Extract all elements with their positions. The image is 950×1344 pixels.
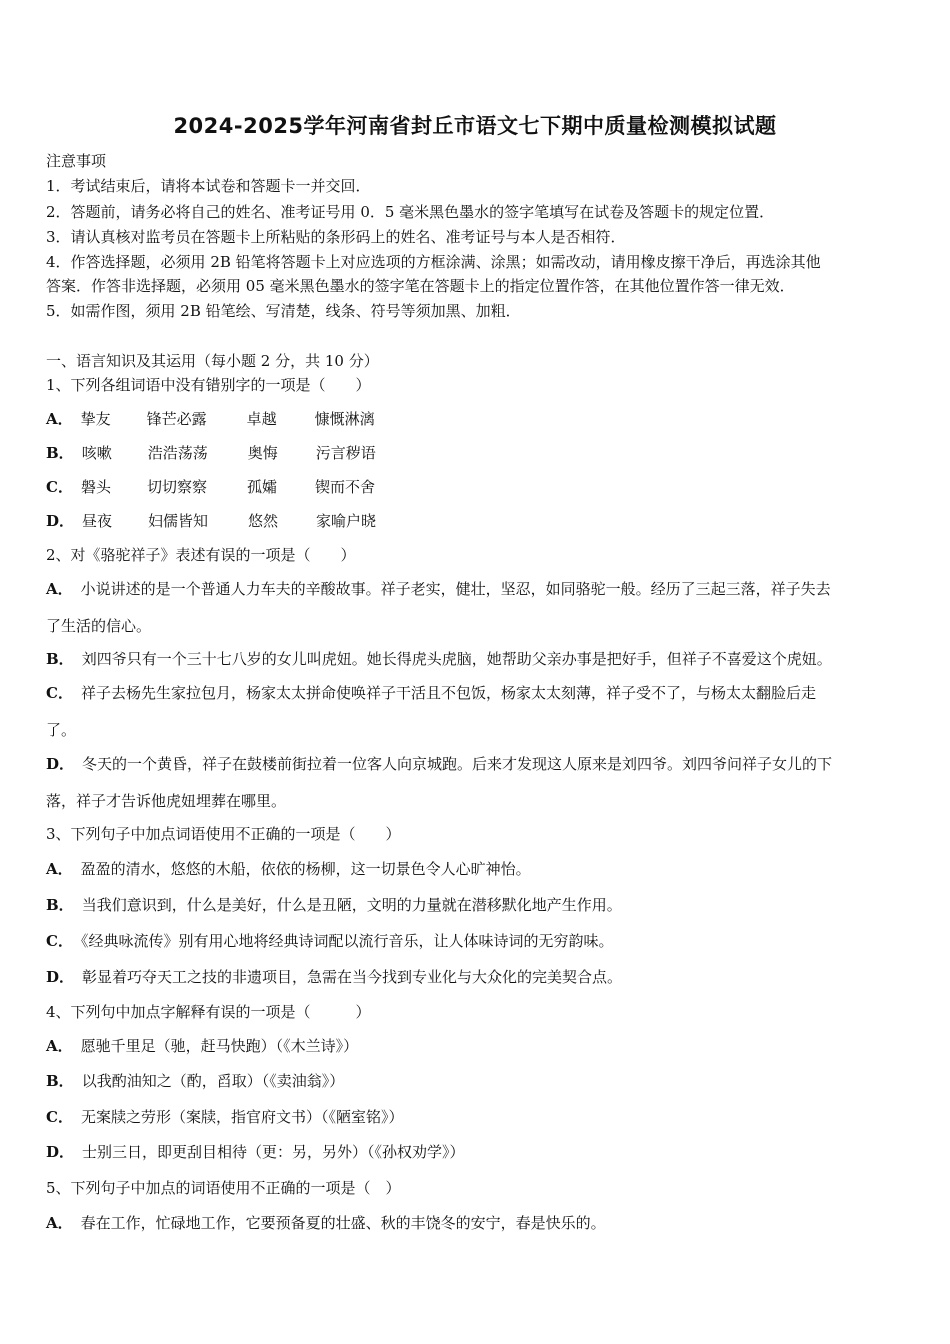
word: 污言秽语 [315,444,376,462]
q4-option-a [46,1036,910,1056]
option-key: B． [46,650,74,668]
notice-item: 1．考试结束后，请将本试卷和答题卡一并交回． [46,177,371,195]
option-text: 以我酌油知之（酌，舀取）（《卖油翁》） [81,1072,345,1090]
q3-option-a [46,859,910,879]
q2-option-d [46,754,910,774]
option-key: A． [46,860,73,878]
word: 悠然 [248,512,279,530]
word: 切切察察 [146,478,207,496]
option-text: 当我们意识到，什么是美好，什么是丑陋，文明的力量就在潜移默化地产生作用。 [81,896,622,914]
option-key: C． [46,478,73,496]
q2-option-c [46,683,910,703]
word: 浩浩荡荡 [147,444,208,462]
notice-item: 5．如需作图，须用 2B 铅笔绘、写清楚，线条、符号等须加黑、加粗． [46,302,521,320]
q4-option-d [46,1142,910,1162]
word: 孤孀 [246,478,277,496]
page-title: 2024-2025学年河南省封丘市语文七下期中质量检测模拟试题 [173,114,777,138]
option-text: 春在工作，忙碌地工作，它要预备夏的壮盛、秋的丰饶冬的安宁，春是快乐的。 [80,1214,606,1232]
q3-option-b [46,895,910,915]
option-text: 冬天的一个黄昏，祥子在鼓楼前街拉着一位客人向京城跑。后来才发现这人原来是刘四爷。刘四爷问祥子女儿的下 [82,755,833,773]
option-text: 士别三日，即更刮目相待（更：另，另外）（《孙权劝学》） [82,1143,465,1161]
q3-option-d [46,967,910,987]
word: 奥悔 [247,444,278,462]
q1-option-d [46,511,910,531]
option-text: 愿驰千里足（驰，赶马快跑）（《木兰诗》） [80,1037,359,1055]
question-2-stem: 2、对《骆驼祥子》表述有误的一项是（ ） [46,546,356,564]
notice-item: 3．请认真核对监考员在答题卡上所粘贴的条形码上的姓名、准考证号与本人是否相符． [46,228,626,246]
word: 锲而不舍 [314,478,375,496]
word: 慷慨淋漓 [314,410,375,428]
option-text: 无案牍之劳形（案牍，指官府文书）（《陋室铭》） [80,1108,404,1126]
q1-option-a [46,409,910,429]
option-text: 刘四爷只有一个三十七八岁的女儿叫虎妞。她长得虎头虎脑，她帮助父亲办事是把好手，但祥子不喜爱这个虎妞。 [81,650,832,668]
q4-option-b [46,1071,910,1091]
option-key: D． [46,1143,75,1161]
word: 妇儒皆知 [148,512,209,530]
question-1-stem: 1、下列各组词语中没有错别字的一项是（ ） [46,376,371,394]
q2-option-a-cont: 了生活的信心。 [46,617,152,635]
q2-option-c-cont: 了。 [46,721,77,739]
option-text: 《经典咏流传》别有用心地将经典诗词配以流行音乐，让人体味诗词的无穷韵味。 [80,932,614,950]
question-4-stem: 4、下列句中加点字解释有误的一项是（ ） [46,1003,371,1021]
option-key: B． [46,444,74,462]
q3-option-c [46,931,910,951]
option-key: C． [46,932,73,950]
option-key: B． [46,896,74,914]
option-key: C． [46,684,73,702]
option-text: 彰显着巧夺天工之技的非遗项目，急需在当今找到专业化与大众化的完美契合点。 [82,968,623,986]
question-3-stem: 3、下列句子中加点词语使用不正确的一项是（ ） [46,825,401,843]
notice-heading: 注意事项 [46,152,107,170]
q1-option-b [46,443,910,463]
option-key: A． [46,1214,73,1232]
notice-item: 答案．作答非选择题，必须用 05 毫米黑色墨水的签字笔在答题卡上的指定位置作答，在其他位置作答一律无效． [46,277,795,295]
word: 卓越 [246,410,277,428]
q5-option-a [46,1213,910,1233]
option-key: A． [46,410,73,428]
word: 家喻户晓 [316,512,377,530]
section-heading: 一、语言知识及其运用（每小题 2 分，共 10 分） [46,352,379,370]
word: 磐头 [80,478,111,496]
option-key: D． [46,512,75,530]
option-text: 祥子去杨先生家拉包月，杨家太太拼命使唤祥子干活且不包饭，杨家太太刻薄，祥子受不了，与杨太太翻脸后走 [80,684,816,702]
word: 挚友 [80,410,111,428]
option-key: C． [46,1108,73,1126]
option-key: A． [46,580,73,598]
notice-item: 2．答题前，请务必将自己的姓名、准考证号用 0．5 毫米黑色墨水的签字笔填写在试卷及答题卡的规定位置． [46,203,775,221]
notice-item: 4．作答选择题，必须用 2B 铅笔将答题卡上对应选项的方框涂满、涂黑；如需改动，请用橡皮擦干净后，再选涂其他 [46,253,821,271]
word: 锋芒必露 [146,410,207,428]
q2-option-d-cont: 落，祥子才告诉他虎妞埋葬在哪里。 [46,792,287,810]
option-key: D． [46,755,75,773]
option-text: 小说讲述的是一个普通人力车夫的辛酸故事。祥子老实，健壮，坚忍，如同骆驼一般。经历了三起三落，祥子失去 [80,580,831,598]
question-5-stem: 5、下列句子中加点的词语使用不正确的一项是（ ） [46,1179,401,1197]
q2-option-b [46,649,910,669]
word: 咳嗽 [81,444,112,462]
option-key: A． [46,1037,73,1055]
q4-option-c [46,1107,910,1127]
option-key: D． [46,968,75,986]
option-text: 盈盈的清水，悠悠的木船，依依的杨柳，这一切景色令人心旷神怡。 [80,860,531,878]
word: 昼夜 [82,512,113,530]
option-key: B． [46,1072,74,1090]
q1-option-c [46,477,910,497]
q2-option-a [46,579,910,599]
